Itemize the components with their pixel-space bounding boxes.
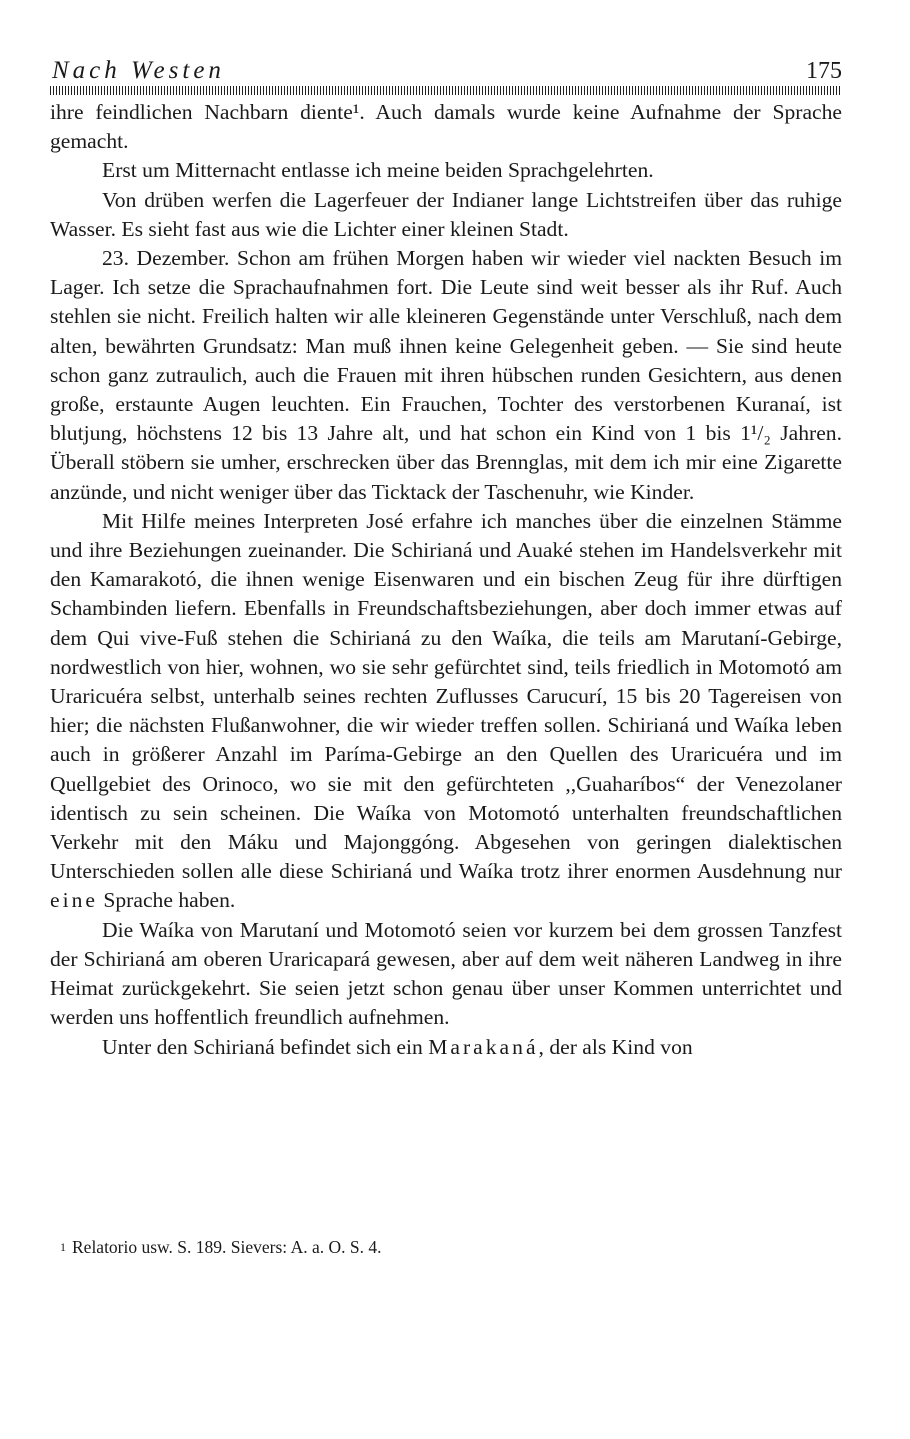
paragraph-5-text: Mit Hilfe meines Interpreten José erfahre ich manches über die einzelnen Stämme und ihre Beziehungen zueinander. Die Schirianá und Auaké stehen im Handelsverkehr mit den Kamarakotó, die ihnen wenige Eisenwaren und ein bischen Zeug für ihre dürftigen Schambinden liefern. Ebenfalls in Freundschaftsbeziehungen, aber doch immer etwas auf dem Qui vive-Fuß stehen die Schirianá zu den Waíka, die teils am Marutaní-Gebirge, nordwestlich von hier, wohnen, wo sie sehr gefürchtet sind, teils friedlich in Motomotó am Uraricuéra selbst, unterhalb seines rechten Zuflusses Carucurí, 15 bis 20 Tagereisen von hier; die nächsten Flußanwohner, die wir wieder treffen sollen. Schirianá und Waíka leben auch in größerer Anzahl im Paríma-Gebirge an den Quellen des Uraricuéra und im Quellgebiet des Orinoco, wo sie mit den gefürchteten ,,Guaharíbos“ der Venezolaner identisch zu sein scheinen. Die Waíka von Motomotó unterhalten freundschaftlichen Verkehr mit den Máku und Majonggóng. Abgesehen von geringen dialektischen Unterschieden sollen alle diese Schirianá und Waíka trotz ihrer enormen Ausdehnung nur xyxy=(50,508,842,884)
paragraph-5 xyxy=(50,507,842,916)
paragraph-6: Die Waíka von Marutaní und Motomotó seien vor kurzem bei dem grossen Tanzfest der Schirianá am oberen Uraricapará gewesen, aber auf dem weit näheren Landweg in ihre Heimat zurückgekehrt. Sie seien jetzt schon genau über unser Kommen unterrichtet und werden uns hoffentlich freundlich aufnehmen. xyxy=(50,917,842,1030)
paragraph-5-end: Sprache haben. xyxy=(97,888,236,913)
emphasized-word: eine xyxy=(50,888,98,913)
footnote-text: Relatorio usw. S. 189. Sievers: A. a. O. S. 4. xyxy=(72,1237,382,1257)
body-text xyxy=(50,98,842,1062)
running-title: Nach Westen xyxy=(52,58,229,84)
emphasized-name: Marakaná xyxy=(428,1034,539,1059)
paragraph-7 xyxy=(50,1033,842,1062)
paragraph-1: ihre feindlichen Nachbarn diente¹. Auch damals wurde keine Aufnahme der Sprache gemacht. xyxy=(50,100,842,154)
paragraph-4: 23. Dezember. Schon am frühen Morgen haben wir wieder viel nackten Besuch im Lager. Ich setze die Sprachaufnahmen fort. Die Leute sind weit besser als ihr Ruf. Auch stehlen sie nicht. Freilich halten wir alle kleineren Gegenstände unter Verschluß, nach dem alten, bewährten Grundsatz: Man muß ihnen keine Gelegenheit geben. — Sie sind heute schon ganz zutraulich, auch die Frauen mit ihren hübschen runden Gesichtern, aus denen große, erstaunte Augen leuchten. Ein Frauchen, Tochter des verstorbenen Kuranaí, ist blutjung, höchstens 12 bis 13 Jahre alt, und hat schon ein Kind von 1 bis 1¹/₂ Jahren. Überall stöbern sie umher, erschrecken über das Brennglas, mit dem ich mir eine Zigarette anzünde, und nicht weniger über das Ticktack der Taschenuhr, wie Kinder. xyxy=(50,246,842,504)
page-header xyxy=(50,58,842,84)
footnote-marker: 1 xyxy=(60,1240,66,1254)
header-rule xyxy=(50,86,842,95)
footnote xyxy=(60,1235,840,1259)
paragraph-7-start: Unter den Schirianá befindet sich ein xyxy=(102,1034,429,1059)
paragraph-2: Erst um Mitternacht entlasse ich meine beiden Sprachgelehrten. xyxy=(102,158,654,183)
paragraph-7-end: , der als Kind von xyxy=(538,1034,693,1059)
page-number: 175 xyxy=(802,58,842,84)
paragraph-3: Von drüben werfen die Lagerfeuer der Indianer lange Lichtstreifen über das ruhige Wasser. Es sieht fast aus wie die Lichter einer kleinen Stadt. xyxy=(50,187,842,241)
